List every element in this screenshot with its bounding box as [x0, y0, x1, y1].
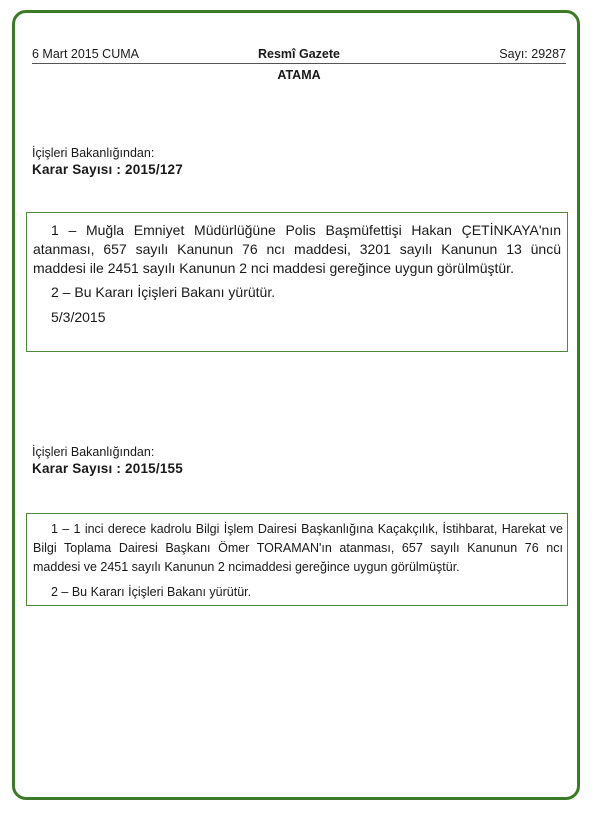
decision-1-paragraph-2: 2 – Bu Kararı İçişleri Bakanı yürütür.	[51, 284, 276, 300]
decision-2-number: Karar Sayısı : 2015/155	[32, 461, 183, 476]
page-border	[12, 10, 580, 800]
decision-1-box	[26, 212, 568, 352]
header-date: 6 Mart 2015 CUMA	[32, 47, 139, 61]
decision-1-paragraph-1: 1 – Muğla Emniyet Müdürlüğüne Polis Başmüfettişi Hakan ÇETİNKAYA'nın atanması, 657 sayılı Kanunun 76 ncı maddesi, 3201 sayılı Kanunun 13 üncü maddesi ile 2451 sayılı Kanunun 2 nci maddesi gereğince uygun görülmüştür.	[33, 222, 561, 276]
decision-1-ministry: İçişleri Bakanlığından:	[32, 146, 155, 160]
decision-1-number: Karar Sayısı : 2015/127	[32, 162, 183, 177]
decision-2-paragraph-2: 2 – Bu Kararı İçişleri Bakanı yürütür.	[51, 585, 252, 599]
header-gazette-name: Resmî Gazete	[258, 47, 340, 61]
decision-2-ministry: İçişleri Bakanlığından:	[32, 445, 155, 459]
gazette-header	[32, 47, 566, 64]
section-title: ATAMA	[277, 68, 321, 82]
decision-2-paragraph-1: 1 – 1 inci derece kadrolu Bilgi İşlem Dairesi Başkanlığına Kaçakçılık, İstihbarat, Harekat ve Bilgi Toplama Dairesi Başkanı Ömer TORAMAN'ın atanması, 657 sayılı Kanunun 76 ncı maddesi ve 2451 sayılı Kanunun 2 ncimaddesi gereğince uygun görülmüştür.	[33, 522, 563, 574]
header-issue-number: Sayı: 29287	[499, 47, 566, 61]
decision-1-date: 5/3/2015	[51, 309, 106, 325]
decision-2-box	[26, 513, 568, 606]
